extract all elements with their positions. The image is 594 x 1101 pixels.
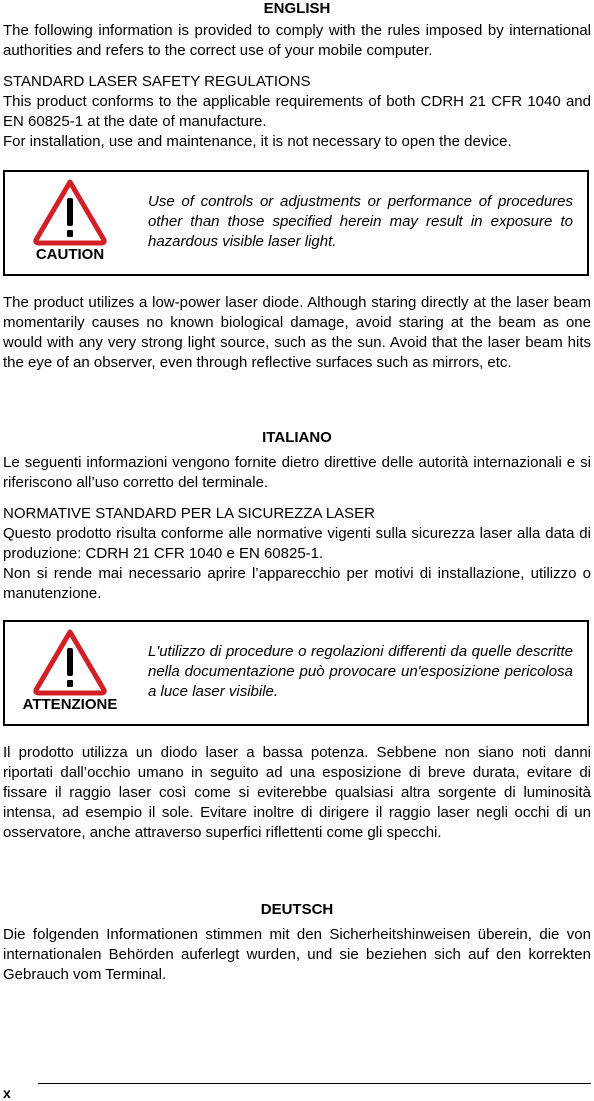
english-intro: The following information is provided to comply with the rules imposed by international authorities and refers to the correct use of your mobile computer.: [3, 22, 591, 59]
page-number: x: [3, 1085, 11, 1101]
caution-text: Use of controls or adjustments or performance of procedures other than those specified herein may result in exposure to hazardous visible laser light.: [148, 193, 573, 250]
footer-rule: [38, 1083, 591, 1084]
section-heading-english: ENGLISH: [263, 0, 331, 17]
section-heading-italiano: ITALIANO: [262, 429, 332, 446]
english-regs-line1: This product conforms to the applicable requirements of both CDRH 21 CFR 1040 and EN 60825-1 at the date of manufacture.: [3, 93, 591, 130]
caution-icon-wrap: [5, 178, 135, 264]
attenzione-box: [3, 620, 589, 726]
italiano-body: Il prodotto utilizza un diodo laser a bassa potenza. Sebbene non siano noti danni riportati dall’occhio umano in seguito ad una esposizione di breve durata, evitare di fissare il raggio laser così come si eviterebbe qualsiasi altra sorgente di luminosità intensa, ad esempio il sole. Evitare inoltre di dirigere il raggio laser negli occhi di un osservatore, anche attraverso superfici riflettenti come gli specchi.: [3, 744, 591, 841]
italiano-regs-line1: Questo prodotto risulta conforme alle normative vigenti sulla sicurezza laser alla data di produzione: CDRH 21 CFR 1040 e EN 60825-1.: [3, 525, 591, 562]
italiano-regs-title: NORMATIVE STANDARD PER LA SICUREZZA LASER: [3, 505, 376, 522]
italiano-intro: Le seguenti informazioni vengono fornite dietro direttive delle autorità internazionali e si riferiscono all’uso corretto del terminale.: [3, 454, 591, 491]
deutsch-intro: Die folgenden Informationen stimmen mit den Sicherheitshinweisen überein, die von internationalen Behörden auferlegt wurden, und sie beziehen sich auf den korrekten Gebrauch vom Terminal.: [3, 926, 591, 983]
attenzione-text: L'utilizzo di procedure o regolazioni differenti da quelle descritte nella documentazione può provocare un'esposizione pericolosa a luce laser visibile.: [148, 643, 573, 700]
english-body: The product utilizes a low-power laser diode. Although staring directly at the laser beam momentarily causes no known biological damage, avoid staring at the beam as one would with any very strong light source, such as the sun. Avoid that the laser beam hits the eye of an observer, even through reflective surfaces such as mirrors, etc.: [3, 294, 591, 371]
caution-box: [3, 170, 589, 276]
english-regs-title: STANDARD LASER SAFETY REGULATIONS: [3, 73, 311, 90]
italiano-regs-line2: Non si rende mai necessario aprire l’apparecchio per motivi di installazione, utilizzo o manutenzione.: [3, 565, 591, 602]
attenzione-label: ATTENZIONE: [22, 696, 118, 713]
warning-triangle-icon: [32, 178, 108, 246]
warning-triangle-icon: [32, 628, 108, 696]
english-regs-line2: For installation, use and maintenance, it is not necessary to open the device.: [3, 133, 512, 150]
caution-label: CAUTION: [35, 246, 105, 263]
attenzione-icon-wrap: [5, 628, 135, 714]
section-heading-deutsch: DEUTSCH: [260, 901, 334, 918]
